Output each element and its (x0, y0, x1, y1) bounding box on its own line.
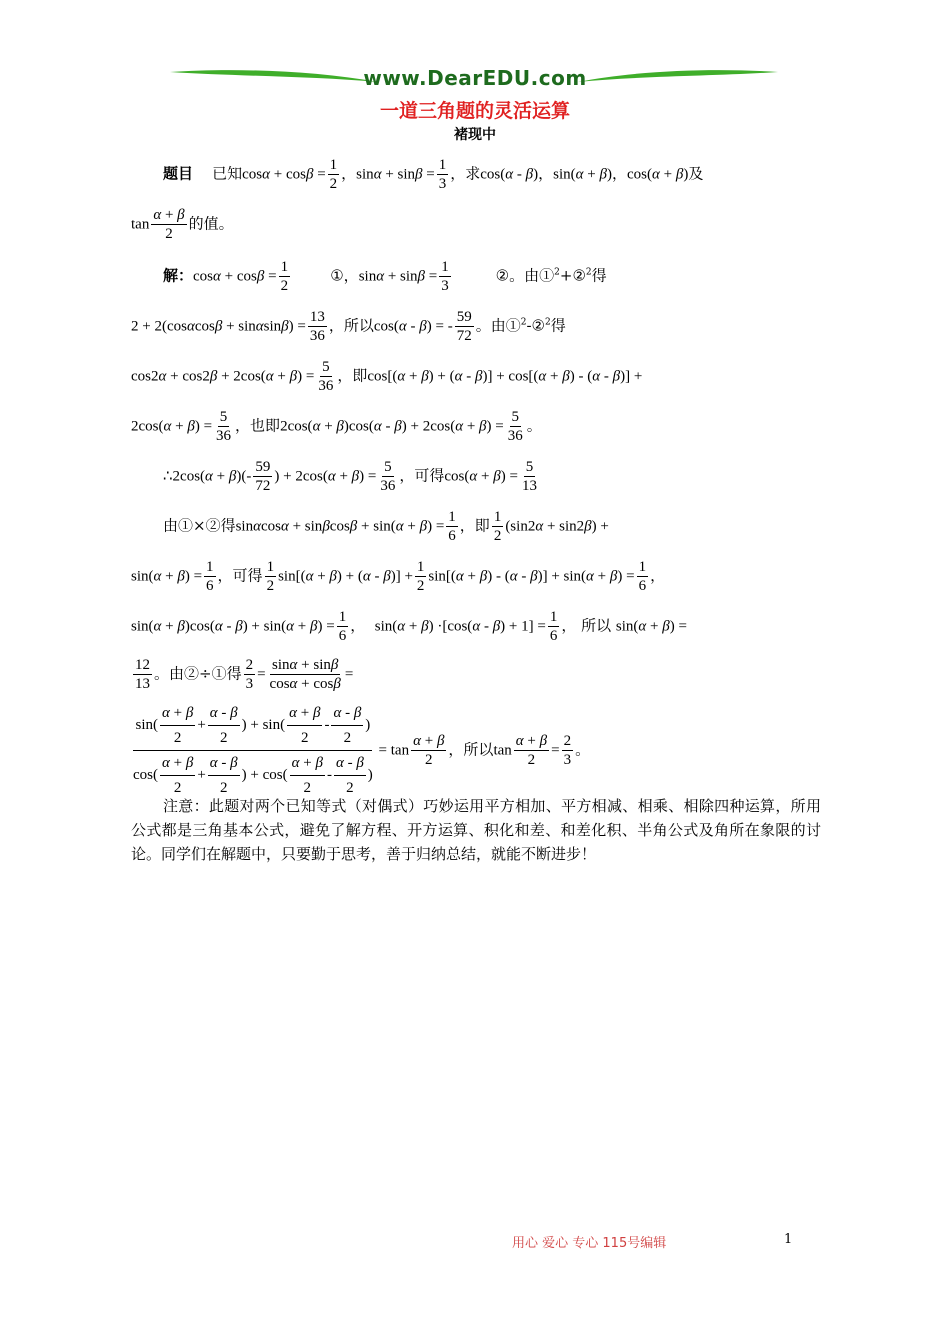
author-name: 褚现中 (454, 127, 496, 143)
solution-line-6: 由①×②得sinαcosα + sinβcosβ + sin(α + β) = $\frac{1}{6}$ ，即 $\frac{1}{2}$ (sin2α + sin2β) + (163, 509, 609, 544)
problem-line-1: 题目 已知cosα + cosβ = $\frac{1}{2}$ ，sinα + sinβ = $\frac{1}{3}$ ，求cos(α - β)，sin(α + β)，cos(α + β)及 (163, 157, 704, 192)
and-text: 及 (688, 164, 704, 183)
note-paragraph: 注意：此题对两个已知等式（对偶式）巧妙运用平方相加、平方相减、相乘、相除四种运算，所用公式都是三角基本公式，避免了解方程、开方运算、积化和差、和差化积、半角公式及角所在象限的讨论。同学们在解题中，只要勤于思考，善于归纳总结，就能不断进步！ (131, 797, 821, 863)
solution-line-3: cos2α + cos2β + 2cos(α + β) = $\frac{5}{36}$ ，即cos[(α + β) + (α - β)] + cos[(α + β) - (α - β)] + (131, 359, 643, 394)
kede-text-2: ，可得 (217, 566, 263, 585)
solution-line-10: sin( $\frac{\alpha + \beta}{2}$ + $\frac{\alpha - \beta}{2}$ ) + sin( $\frac{\alpha + \beta}{2}$ - $\frac{\alpha - \beta}{2}$ ) cos( $\frac{\alpha + \beta}{2}$ + $\frac{\alpha - \beta}{2}$ ) + cos( $\frac{\alpha + \beta}{2}$ - $\frac{\alpha - \beta}{2}$ ) = tan $\frac{\alpha + \beta}{2}$ ，所以tan $\frac{\alpha + \beta}{2}$ = $\frac{2}{3}$ 。 (133, 705, 591, 796)
solution-line-9: $\frac{12}{13}$ 。由②÷①得 $\frac{2}{3}$ = $\frac{\sin\alpha + \sin\beta}{\cos\alpha + \cos\beta}$ = (135, 657, 354, 692)
step-text: 。由① (509, 266, 555, 285)
solution-line-5: ∴2cos(α + β)(- $\frac{59}{72}$ ) + 2cos(α + β) = $\frac{5}{36}$ ，可得cos(α + β) = $\frac{5}{13}$ (163, 459, 537, 494)
minus-text: -② (526, 316, 545, 335)
step2-text: 。由① (475, 316, 521, 335)
kede-text: ，可得 (399, 466, 445, 485)
therefore-symbol: ∴ (163, 466, 173, 485)
solution-line-1: 解：cosα + cosβ = $\frac{1}{2}$ ①，sinα + sinβ = $\frac{1}{3}$ ②。由①$^2$+②$^2$得 (163, 259, 607, 294)
ask-text: 求 (465, 164, 481, 183)
eq-2-marker: ② (495, 266, 510, 285)
yeji-text: ，也即 (235, 416, 281, 435)
problem-line-2: tan $\frac{\alpha + \beta}{2}$ 的值。 (131, 207, 234, 242)
eq-1-marker: ① (330, 266, 344, 285)
so-text: ，所以 (328, 316, 374, 335)
plus-text: +② (559, 266, 586, 285)
solution-label: 解： (163, 266, 194, 285)
suoyi-text: ，所以 (448, 740, 494, 759)
solution-line-8: sin(α + β)cos(α - β) + sin(α + β) = $\frac{1}{6}$ ， sin(α + β) ·[cos(α - β) + 1] = $\frac{1}{6}$ ， 所以 sin(α + β) = (131, 609, 687, 644)
solution-line-2: 2 + 2(cosαcosβ + sinαsinβ) = $\frac{13}{36}$ ，所以cos(α - β) = - $\frac{59}{72}$ 。由①$^2$-②$^2$得 (131, 309, 566, 344)
de-text: 得 (591, 266, 607, 285)
solution-line-7: sin(α + β) = $\frac{1}{6}$ ，可得 $\frac{1}{2}$ sin[(α + β) + (α - β)] + $\frac{1}{2}$ sin[(α + β) - (α - β)] + sin(α + β) = $\frac{1}{6}$ ， (131, 559, 666, 594)
page-number: 1 (784, 1232, 793, 1247)
ji-text: ，即 (337, 366, 368, 385)
site-logo-text: www.DearEDU.com (363, 66, 587, 90)
problem-label: 题目 (163, 164, 194, 183)
by-div-text: 。由②÷①得 (154, 664, 242, 683)
de-text-2: 得 (550, 316, 566, 335)
given-text: 已知 (212, 164, 243, 183)
by-mult-text: 由①×②得 (163, 516, 236, 535)
suoyi2-text: 所以 (581, 616, 612, 635)
solution-line-4: 2cos(α + β) = $\frac{5}{36}$ ，也即2cos(α + β)cos(α - β) + 2cos(α + β) = $\frac{5}{36}$ 。 (131, 409, 542, 444)
tail-text: 的值。 (188, 214, 234, 233)
ji-text-2: ，即 (459, 516, 490, 535)
page-title: 一道三角题的灵活运算 (379, 100, 570, 122)
footer-text: 用心 爱心 专心 115号编辑 (512, 1236, 667, 1251)
